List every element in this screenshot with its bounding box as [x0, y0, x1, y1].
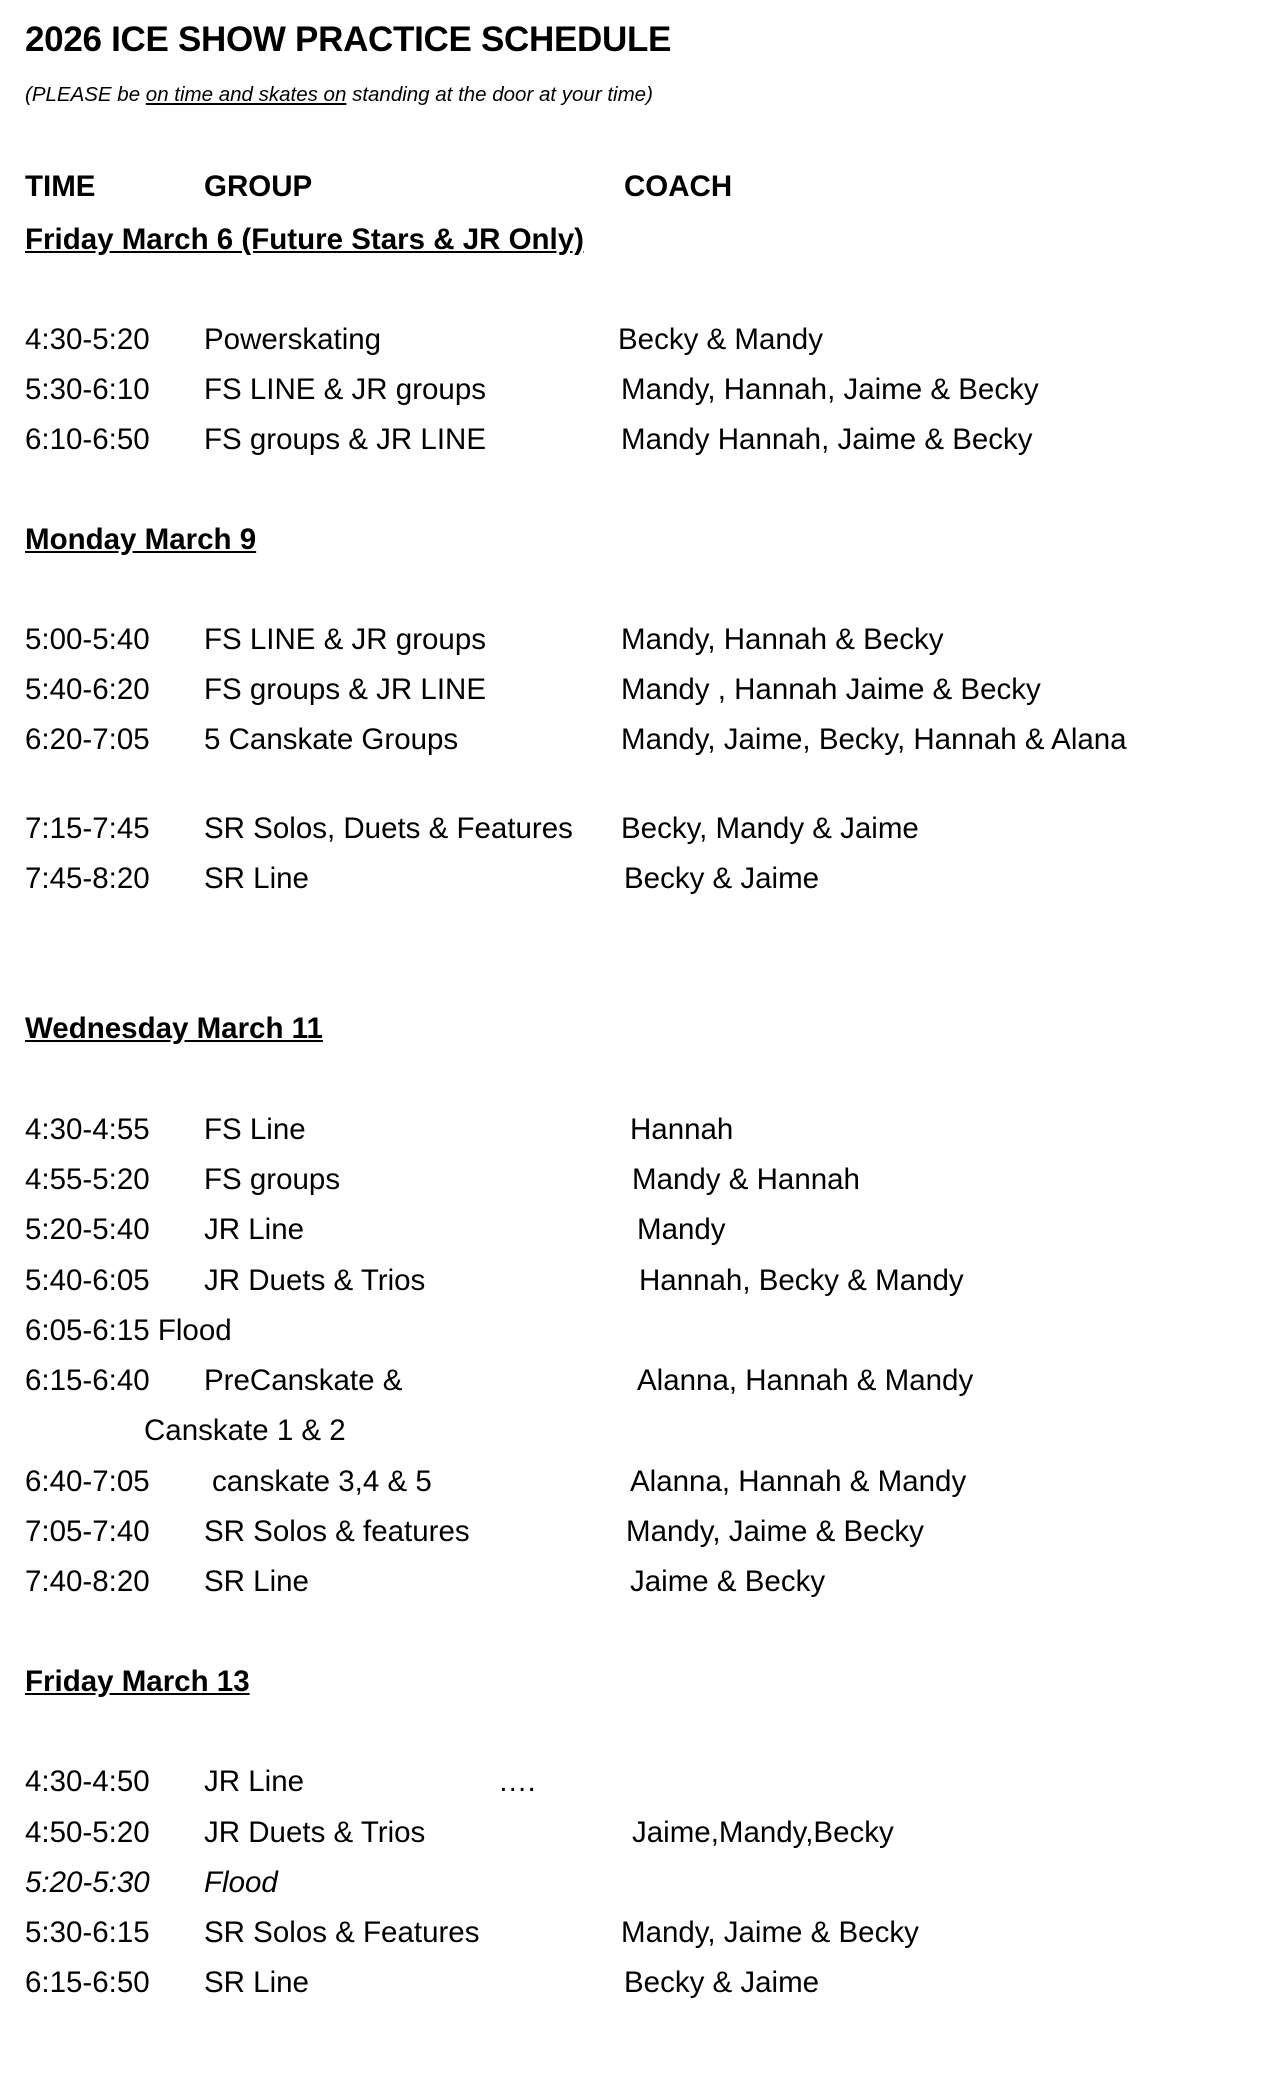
coach-cell: Mandy , Hannah Jaime & Becky [621, 673, 1041, 706]
group-cell: FS LINE & JR groups [204, 373, 486, 406]
group-column-header: GROUP [204, 170, 313, 203]
group-cell: FS LINE & JR groups [204, 623, 486, 656]
group-cell: JR Duets & Trios [204, 1264, 426, 1297]
note-part-1: (PLEASE be [25, 83, 146, 106]
group-cell: SR Solos & Features [204, 1916, 480, 1949]
group-cell: SR Line [204, 1966, 309, 1999]
group-cell: JR Line [204, 1765, 305, 1798]
group-cell: Flood [204, 1866, 278, 1899]
time-cell: 6:15-6:40 [25, 1364, 150, 1397]
coach-cell: …. [498, 1765, 536, 1798]
coach-cell: Mandy, Jaime, Becky, Hannah & Alana [621, 723, 1127, 756]
time-cell: 7:05-7:40 [25, 1515, 150, 1548]
time-cell: 4:30-5:20 [25, 323, 150, 356]
note-emphasis: on time and skates on [145, 83, 347, 106]
instruction-note [25, 83, 653, 107]
note-part-3: standing at the door at your time) [346, 83, 653, 106]
coach-cell: Mandy, Hannah, Jaime & Becky [621, 373, 1039, 406]
group-cell: SR Line [204, 862, 309, 895]
coach-cell: Becky & Jaime [624, 1966, 820, 1999]
group-cell-continued: Canskate 1 & 2 [144, 1414, 346, 1447]
group-cell: 5 Canskate Groups [204, 723, 459, 756]
coach-cell: Mandy, Jaime & Becky [626, 1515, 924, 1548]
group-cell: canskate 3,4 & 5 [212, 1465, 432, 1498]
coach-cell: Mandy & Hannah [632, 1163, 860, 1196]
time-cell: 6:10-6:50 [25, 423, 150, 456]
group-cell: PreCanskate & [204, 1364, 403, 1397]
group-cell: FS Line [204, 1113, 306, 1146]
time-cell: 5:20-5:30 [25, 1866, 150, 1899]
flood-row: 6:05-6:15 Flood [25, 1314, 232, 1347]
time-column-header: TIME [25, 170, 96, 203]
coach-cell: Mandy, Hannah & Becky [621, 623, 944, 656]
time-cell: 6:20-7:05 [25, 723, 150, 756]
group-cell: FS groups & JR LINE [204, 673, 486, 706]
page-title: 2026 ICE SHOW PRACTICE SCHEDULE [25, 20, 672, 59]
time-cell: 6:40-7:05 [25, 1465, 150, 1498]
day-heading-monday-march-9: Monday March 9 [25, 523, 257, 556]
coach-cell: Hannah, Becky & Mandy [639, 1264, 964, 1297]
group-cell: SR Line [204, 1565, 309, 1598]
time-cell: 5:40-6:20 [25, 673, 150, 706]
time-cell: 5:30-6:15 [25, 1916, 150, 1949]
group-cell: FS groups & JR LINE [204, 423, 486, 456]
group-cell: FS groups [204, 1163, 341, 1196]
coach-cell: Mandy [637, 1213, 726, 1246]
group-cell: SR Solos & features [204, 1515, 470, 1548]
time-cell: 4:30-4:50 [25, 1765, 150, 1798]
coach-cell: Alanna, Hannah & Mandy [630, 1465, 967, 1498]
time-cell: 4:50-5:20 [25, 1816, 150, 1849]
time-cell: 6:15-6:50 [25, 1966, 150, 1999]
coach-cell: Becky, Mandy & Jaime [621, 812, 919, 845]
coach-column-header: COACH [624, 170, 733, 203]
time-cell: 5:30-6:10 [25, 373, 150, 406]
group-cell: JR Duets & Trios [204, 1816, 426, 1849]
time-cell: 7:15-7:45 [25, 812, 150, 845]
time-cell: 5:00-5:40 [25, 623, 150, 656]
day-heading-friday-march-13: Friday March 13 [25, 1665, 250, 1698]
time-cell: 5:40-6:05 [25, 1264, 150, 1297]
coach-cell: Jaime,Mandy,Becky [632, 1816, 894, 1849]
time-cell: 7:45-8:20 [25, 862, 150, 895]
coach-cell: Alanna, Hannah & Mandy [637, 1364, 974, 1397]
day-heading-friday-march-6: Friday March 6 (Future Stars & JR Only) [25, 223, 584, 256]
coach-cell: Becky & Jaime [624, 862, 820, 895]
day-heading-wednesday-march-11: Wednesday March 11 [25, 1012, 323, 1045]
coach-cell: Jaime & Becky [630, 1565, 826, 1598]
coach-cell: Becky & Mandy [618, 323, 823, 356]
group-cell: SR Solos, Duets & Features [204, 812, 573, 845]
coach-cell: Mandy Hannah, Jaime & Becky [621, 423, 1033, 456]
coach-cell: Mandy, Jaime & Becky [621, 1916, 919, 1949]
time-cell: 7:40-8:20 [25, 1565, 150, 1598]
time-cell: 4:55-5:20 [25, 1163, 150, 1196]
group-cell: Powerskating [204, 323, 382, 356]
time-cell: 4:30-4:55 [25, 1113, 150, 1146]
coach-cell: Hannah [630, 1113, 734, 1146]
group-cell: JR Line [204, 1213, 305, 1246]
time-cell: 5:20-5:40 [25, 1213, 150, 1246]
